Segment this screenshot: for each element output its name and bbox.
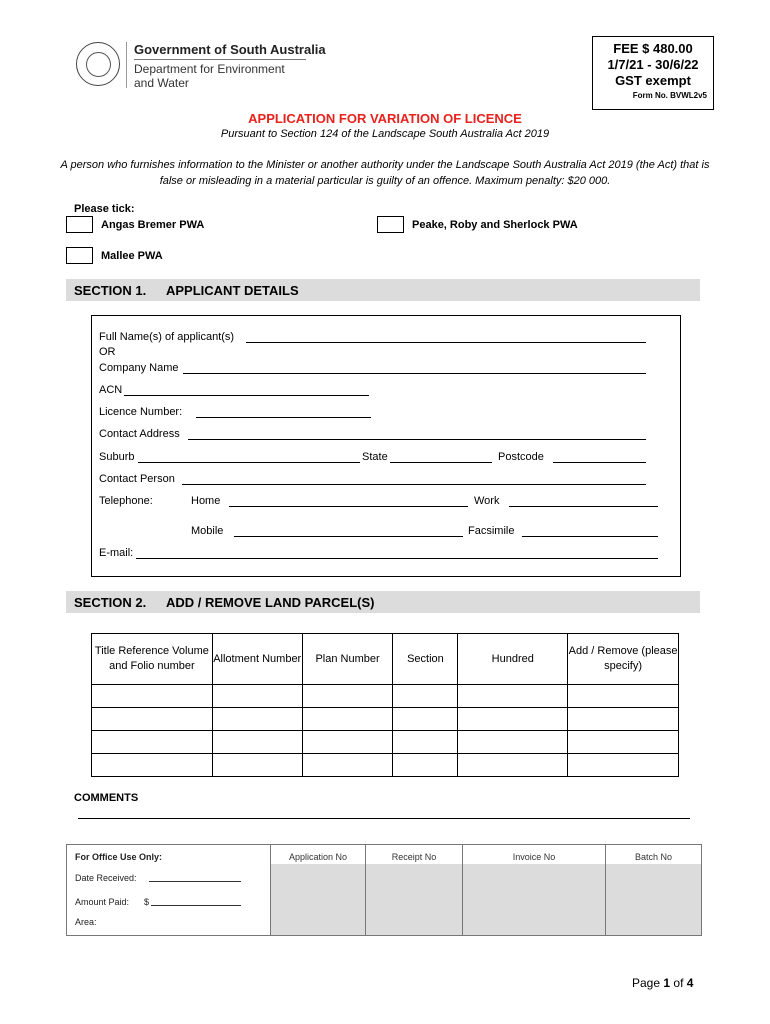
government-seal-icon <box>76 42 120 86</box>
col-hundred: Hundred <box>458 634 568 685</box>
label-mallee: Mallee PWA <box>101 250 163 262</box>
table-cell[interactable] <box>212 685 302 708</box>
contact-person-label: Contact Person <box>99 473 175 485</box>
facsimile-label: Facsimile <box>468 525 515 537</box>
receipt-no-cell <box>366 864 462 935</box>
table-cell[interactable] <box>302 708 393 731</box>
table-cell[interactable] <box>568 708 679 731</box>
telephone-label: Telephone: <box>99 495 153 507</box>
office-heading: For Office Use Only: <box>75 852 163 862</box>
table-cell[interactable] <box>458 685 568 708</box>
table-cell[interactable] <box>393 685 458 708</box>
postcode-label: Postcode <box>498 451 544 463</box>
section2-title: ADD / REMOVE LAND PARCEL(S) <box>166 595 375 610</box>
batch-no-header: Batch No <box>634 852 673 862</box>
section1-title: APPLICANT DETAILS <box>166 283 299 298</box>
office-use-box <box>66 844 702 936</box>
state-field[interactable] <box>390 451 492 463</box>
full-name-field[interactable] <box>246 331 646 343</box>
section2-number: SECTION 2. <box>74 595 147 610</box>
postcode-field[interactable] <box>553 451 646 463</box>
org-rule <box>134 59 306 60</box>
section1-header <box>66 279 700 301</box>
land-parcels-table <box>91 633 679 777</box>
total-pages: 4 <box>686 976 694 990</box>
table-row <box>92 685 679 708</box>
invoice-no-header: Invoice No <box>512 852 556 862</box>
fee-period: 1/7/21 - 30/6/22 <box>607 57 699 72</box>
col-add-remove: Add / Remove (please specify) <box>568 634 679 685</box>
comments-field[interactable] <box>78 807 690 819</box>
area-label: Area: <box>75 917 97 927</box>
receipt-no-header: Receipt No <box>391 852 437 862</box>
col-section: Section <box>393 634 458 685</box>
table-cell[interactable] <box>458 731 568 754</box>
table-cell[interactable] <box>302 731 393 754</box>
fee-amount: FEE $ 480.00 <box>613 41 693 56</box>
home-phone-field[interactable] <box>229 495 468 507</box>
table-header-row <box>92 634 679 685</box>
licence-number-field[interactable] <box>196 406 371 418</box>
penalty-warning: A person who furnishes information to the Minister or another authority under the Landscape South Australia Act 2019 (the Act) that is false or misleading in a material particular is guilty of an offence. Maximum penalty: $20 000. <box>60 159 710 187</box>
current-page: 1 <box>663 976 671 990</box>
table-row <box>92 708 679 731</box>
form-number: Form No. BVWL2v5 <box>632 91 707 100</box>
acn-label: ACN <box>99 384 123 396</box>
amount-paid-label: Amount Paid: <box>75 897 130 907</box>
applicant-details-box <box>91 315 681 577</box>
date-received-field[interactable] <box>149 873 241 882</box>
table-cell[interactable] <box>92 708 213 731</box>
fee-box <box>592 36 714 110</box>
mobile-field[interactable] <box>234 525 463 537</box>
table-cell[interactable] <box>458 754 568 777</box>
page-indicator <box>632 976 693 990</box>
work-phone-field[interactable] <box>509 495 658 507</box>
licence-number-label: Licence Number: <box>99 406 183 418</box>
table-row <box>92 754 679 777</box>
col-plan-number: Plan Number <box>302 634 393 685</box>
acn-field[interactable] <box>124 384 369 396</box>
full-name-label: Full Name(s) of applicant(s) <box>99 331 235 343</box>
table-cell[interactable] <box>393 708 458 731</box>
checkbox-mallee[interactable] <box>66 247 93 264</box>
table-cell[interactable] <box>302 754 393 777</box>
batch-no-cell <box>606 864 701 935</box>
logo-divider <box>126 42 127 88</box>
or-label: OR <box>99 346 116 358</box>
checkbox-peake-roby-sherlock[interactable] <box>377 216 404 233</box>
label-angas-bremer: Angas Bremer PWA <box>101 219 205 231</box>
table-cell[interactable] <box>568 754 679 777</box>
col-title-reference: Title Reference Volume and Folio number <box>92 634 213 685</box>
mobile-label: Mobile <box>191 525 224 537</box>
org-name: Government of South Australia <box>134 42 326 57</box>
state-label: State <box>362 451 388 463</box>
form-subtitle: Pursuant to Section 124 of the Landscape South Australia Act 2019 <box>220 128 550 140</box>
application-no-cell <box>271 864 365 935</box>
company-name-label: Company Name <box>99 362 179 374</box>
suburb-field[interactable] <box>138 451 360 463</box>
contact-person-field[interactable] <box>182 473 646 485</box>
section1-number: SECTION 1. <box>74 283 147 298</box>
facsimile-field[interactable] <box>522 525 658 537</box>
work-phone-label: Work <box>474 495 500 507</box>
tick-prompt: Please tick: <box>74 203 135 215</box>
table-cell[interactable] <box>393 754 458 777</box>
company-name-field[interactable] <box>183 362 646 374</box>
table-cell[interactable] <box>568 731 679 754</box>
date-received-label: Date Received: <box>75 873 137 883</box>
checkbox-angas-bremer[interactable] <box>66 216 93 233</box>
table-row <box>92 731 679 754</box>
label-peake-roby-sherlock: Peake, Roby and Sherlock PWA <box>412 219 578 231</box>
email-label: E-mail: <box>99 547 134 559</box>
contact-address-field[interactable] <box>188 428 646 440</box>
table-cell[interactable] <box>92 685 213 708</box>
form-title: APPLICATION FOR VARIATION OF LICENCE <box>248 111 522 126</box>
page-word: Page <box>632 976 661 990</box>
department-name: Department for Environment and Water <box>134 62 285 90</box>
table-cell[interactable] <box>458 708 568 731</box>
gst-status: GST exempt <box>615 73 691 88</box>
table-cell[interactable] <box>302 685 393 708</box>
contact-address-label: Contact Address <box>99 428 180 440</box>
suburb-label: Suburb <box>99 451 135 463</box>
section2-header <box>66 591 700 613</box>
col-allotment-number: Allotment Number <box>212 634 302 685</box>
of-word: of <box>673 976 684 990</box>
table-cell[interactable] <box>92 731 213 754</box>
email-field[interactable] <box>136 547 658 559</box>
table-cell[interactable] <box>92 754 213 777</box>
application-no-header: Application No <box>288 852 348 862</box>
comments-label: COMMENTS <box>74 792 139 804</box>
home-phone-label: Home <box>191 495 221 507</box>
invoice-no-cell <box>463 864 605 935</box>
dollar-sign: $ <box>144 897 150 907</box>
amount-paid-field[interactable] <box>151 897 241 906</box>
table-cell[interactable] <box>212 708 302 731</box>
table-cell[interactable] <box>212 754 302 777</box>
table-cell[interactable] <box>212 731 302 754</box>
table-cell[interactable] <box>393 731 458 754</box>
table-cell[interactable] <box>568 685 679 708</box>
